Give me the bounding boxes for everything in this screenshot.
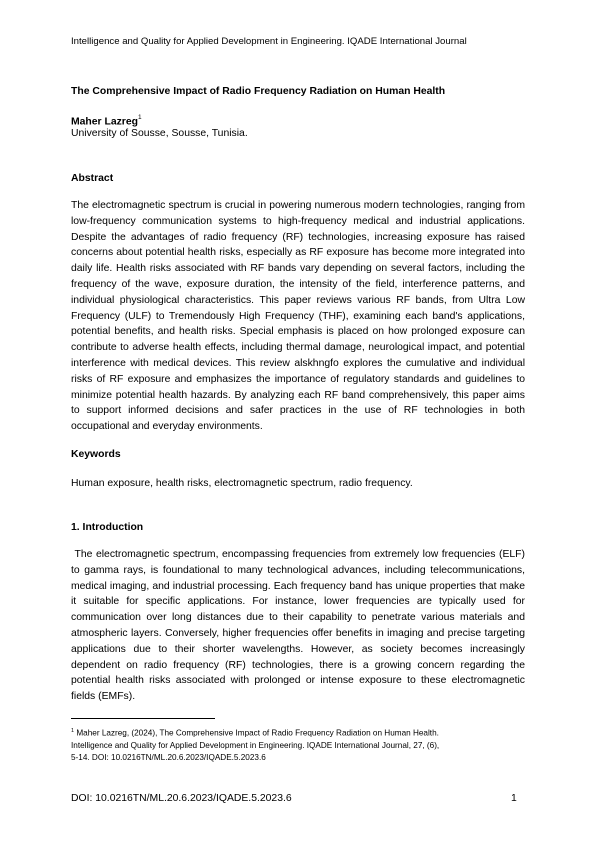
author-name: Maher Lazreg bbox=[71, 116, 138, 128]
introduction-heading: 1. Introduction bbox=[71, 522, 144, 533]
keywords-heading: Keywords bbox=[71, 449, 121, 460]
introduction-text: The electromagnetic spectrum, encompassing frequencies from extremely low frequencies (ELF) to gamma rays, is foundational to many technological advances, including telecommunications, medical imaging, and industrial processing. Each frequency band has unique properties that make it suitable for specific applications. For instance, lower frequencies are typically used for communication over long distances due to their capability to penetrate various materials and atmospheric layers. Conversely, higher frequencies offer benefits in imaging and precise targeting applications due to their shorter wavelengths. However, as society becomes increasingly dependent on radio frequency (RF) technologies, there is a growing concern regarding the potential health risks associated with prolonged or intense exposure to these electromagnetic fields (EMFs). bbox=[71, 549, 525, 703]
author-footnote-mark: 1 bbox=[137, 114, 142, 121]
footer-doi: DOI: 10.0216TN/ML.20.6.2023/IQADE.5.2023.6 bbox=[71, 793, 292, 804]
footnote-line-2: Intelligence and Quality for Applied Development in Engineering. IQADE International Journal, 27, (6), bbox=[71, 740, 440, 750]
page-number: 1 bbox=[511, 793, 517, 804]
footnote bbox=[71, 725, 531, 764]
keywords-text: Human exposure, health risks, electromagnetic spectrum, radio frequency. bbox=[71, 478, 413, 489]
affiliation: University of Sousse, Sousse, Tunisia. bbox=[71, 128, 248, 139]
paper-title: The Comprehensive Impact of Radio Frequency Radiation on Human Health bbox=[71, 86, 446, 97]
abstract-heading: Abstract bbox=[71, 173, 114, 184]
footnote-line-3: 5-14. DOI: 10.0216TN/ML.20.6.2023/IQADE.5.2023.6 bbox=[71, 752, 266, 762]
footnote-mark: 1 bbox=[71, 728, 75, 734]
author-line bbox=[71, 115, 142, 127]
abstract-text: The electromagnetic spectrum is crucial in powering numerous modern technologies, ranging from low-frequency communication systems to high-frequency medical and industrial applications. Despite the advantages of radio frequency (RF) technologies, increasing exposure has raised concerns about potential health risks, especially as RF exposure has become more integrated into daily life. Health risks associated with RF bands vary depending on several factors, including the frequency of the wave, exposure duration, the intensity of the field, interference patterns, and individual physiological characteristics. This paper reviews various RF bands, from Ultra Low Frequency (ULF) to Tremendously High Frequency (THF), examining each band's applications, potential benefits, and health risks. Special emphasis is placed on how prolonged exposure can contribute to adverse health effects, including thermal damage, neurological impact, and potential interference with medical devices. This review alskhngfo explores the cumulative and individual risks of RF exposure and emphasizes the importance of regulatory standards and guidelines to minimize potential health hazards. By analyzing each RF band comprehensively, this paper aims to support informed decisions and safer practices in the use of RF technologies in both occupational and everyday environments. bbox=[71, 200, 525, 433]
running-header: Intelligence and Quality for Applied Development in Engineering. IQADE International Journal bbox=[71, 36, 467, 47]
footnote-line-1 bbox=[71, 725, 531, 740]
footnote-separator bbox=[71, 718, 215, 719]
footnote-citation: Maher Lazreg, (2024), The Comprehensive Impact of Radio Frequency Radiation on Human Health. bbox=[74, 728, 439, 738]
